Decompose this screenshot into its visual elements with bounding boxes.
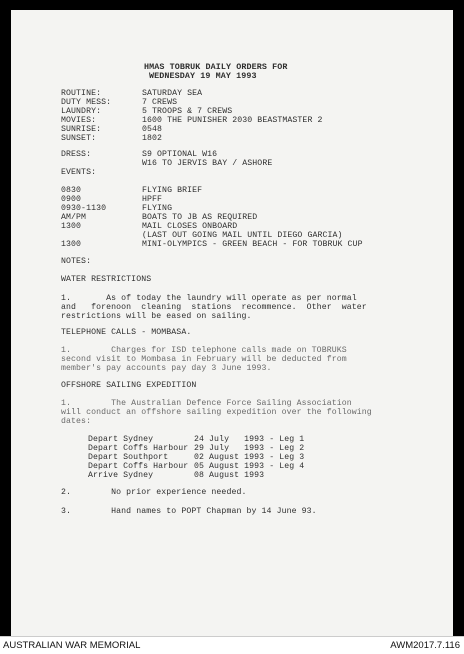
schedule-place: Depart Coffs Harbour [88, 444, 189, 453]
event-text: FLYING [142, 204, 173, 213]
telephone-paragraph-line: member's pay accounts pay day 3 June 1993. [61, 364, 272, 373]
event-text: HPFF [142, 195, 163, 204]
events-label: EVENTS: [61, 168, 97, 177]
sailing-intro-line: will conduct an offshore sailing expedition over the following [61, 408, 372, 417]
sailing-expedition-heading: OFFSHORE SAILING EXPEDITION [61, 381, 197, 390]
laundry-value: 5 TROOPS & 7 CREWS [142, 107, 233, 116]
water-paragraph-line: and forenoon cleaning stations recommence. Other water [61, 303, 367, 312]
orders-title-line-2: WEDNESDAY 19 MAY 1993 [149, 71, 257, 81]
dress-line-2: W16 TO JERVIS BAY / ASHORE [142, 159, 273, 168]
telephone-calls-heading: TELEPHONE CALLS - MOMBASA. [61, 328, 192, 337]
sailing-point-3: 3. Hand names to POPT Chapman by 14 June 93. [61, 507, 317, 516]
event-text: FLYING BRIEF [142, 186, 203, 195]
laundry-label: LAUNDRY: [61, 107, 102, 116]
archive-caption-bar [0, 636, 464, 654]
event-time: 0830 [61, 186, 82, 195]
orders-title-line-1: HMAS TOBRUK DAILY ORDERS FOR [144, 62, 288, 72]
institution-name: AUSTRALIAN WAR MEMORIAL [3, 640, 141, 651]
water-paragraph-line: restrictions will be eased on sailing. [61, 312, 252, 321]
event-time: 1300 [61, 222, 82, 231]
sunset-label: SUNSET: [61, 134, 97, 143]
duty-mess-value: 7 CREWS [142, 98, 178, 107]
event-text: (LAST OUT GOING MAIL UNTIL DIEGO GARCIA) [142, 231, 343, 240]
water-restrictions-heading: WATER RESTRICTIONS [61, 275, 152, 284]
sunrise-value: 0548 [142, 125, 163, 134]
schedule-date: 29 July 1993 - Leg 2 [194, 444, 305, 453]
dress-label: DRESS: [61, 150, 92, 159]
schedule-place: Depart Coffs Harbour [88, 462, 189, 471]
movies-value: 1600 THE PUNISHER 2030 BEASTMASTER 2 [142, 116, 323, 125]
sailing-point-2: 2. No prior experience needed. [61, 488, 247, 497]
event-time: AM/PM [61, 213, 87, 222]
schedule-date: 02 August 1993 - Leg 3 [194, 453, 305, 462]
event-text: BOATS TO JB AS REQUIRED [142, 213, 258, 222]
sunrise-label: SUNRISE: [61, 125, 102, 134]
schedule-date: 24 July 1993 - Leg 1 [194, 435, 305, 444]
telephone-paragraph-line: 1. Charges for ISD telephone calls made on TOBRUKS [61, 346, 347, 355]
event-text: MINI-OLYMPICS - GREEN BEACH - FOR TOBRUK CUP [142, 240, 363, 249]
event-time: 0930-1130 [61, 204, 107, 213]
routine-value: SATURDAY SEA [142, 89, 203, 98]
schedule-date: 05 August 1993 - Leg 4 [194, 462, 305, 471]
schedule-place: Arrive Sydney [88, 471, 154, 480]
accession-number: AWM2017.7.116 [390, 640, 460, 651]
movies-label: MOVIES: [61, 116, 97, 125]
document-page [11, 10, 453, 636]
sailing-intro-line: 1. The Australian Defence Force Sailing Association [61, 399, 352, 408]
event-time: 1300 [61, 240, 82, 249]
duty-mess-label: DUTY MESS: [61, 98, 112, 107]
event-time: 0900 [61, 195, 82, 204]
water-paragraph-line: 1. As of today the laundry will operate as per normal [61, 294, 357, 303]
sunset-value: 1802 [142, 134, 163, 143]
notes-label: NOTES: [61, 257, 92, 266]
schedule-place: Depart Southport [88, 453, 169, 462]
telephone-paragraph-line: second visit to Mombasa in February will be deducted from [61, 355, 347, 364]
sailing-intro-line: dates: [61, 417, 92, 426]
schedule-date: 08 August 1993 [194, 471, 265, 480]
routine-label: ROUTINE: [61, 89, 102, 98]
schedule-place: Depart Sydney [88, 435, 154, 444]
event-text: MAIL CLOSES ONBOARD [142, 222, 238, 231]
dress-line-1: S9 OPTIONAL W16 [142, 150, 218, 159]
